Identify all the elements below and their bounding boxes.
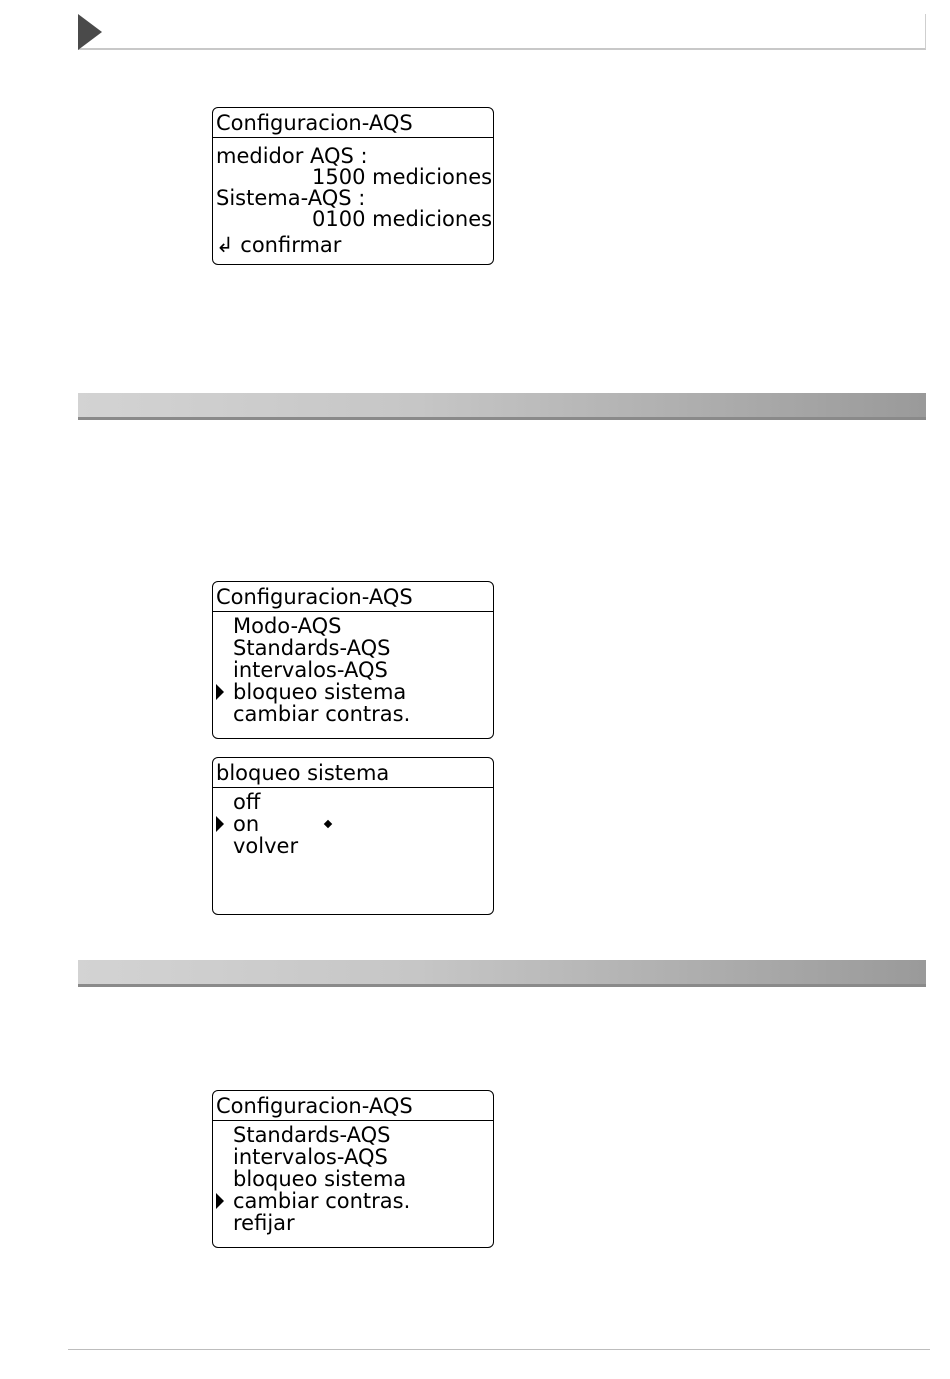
menu-item-intervalos-aqs[interactable]: intervalos-AQS [233,658,388,682]
option-volver[interactable]: volver [233,834,299,858]
lcd-title: bloqueo sistema [216,761,390,785]
lcd-screen-config-menu-2 [212,1090,494,1248]
lcd-title: Configuracion-AQS [216,585,413,609]
lcd-title: Configuracion-AQS [216,1094,413,1118]
menu-item-standards-aqs[interactable]: Standards-AQS [233,1123,391,1147]
confirm-option[interactable]: ↲ confirmar [216,233,342,257]
lcd-screen-config-menu [212,581,494,739]
lcd-screen-bloqueo-sistema [212,757,494,915]
option-on[interactable]: on [233,812,260,836]
sistema-aqs-value: 0100 mediciones [312,207,493,231]
menu-item-bloqueo-sistema[interactable]: bloqueo sistema [233,1167,407,1191]
menu-item-standards-aqs[interactable]: Standards-AQS [233,636,391,660]
footer-divider [68,1349,930,1350]
lcd-title-divider [213,137,493,138]
option-off[interactable]: off [233,790,261,814]
medidor-aqs-value: 1500 mediciones [312,165,493,189]
menu-item-intervalos-aqs[interactable]: intervalos-AQS [233,1145,388,1169]
header-triangle-icon [78,14,102,50]
active-marker-icon [324,820,332,828]
menu-item-refijar[interactable]: refijar [233,1211,295,1235]
menu-item-bloqueo-sistema[interactable]: bloqueo sistema [233,680,407,704]
menu-item-modo-aqs[interactable]: Modo-AQS [233,614,342,638]
sistema-aqs-label: Sistema-AQS : [216,186,366,210]
page-header-bar [78,14,926,50]
lcd-title-divider [213,787,493,788]
lcd-title-divider [213,611,493,612]
lcd-screen-aqs-counts [212,107,494,265]
section-header-bar [78,393,926,420]
selection-pointer-icon [216,1193,224,1209]
lcd-title-divider [213,1120,493,1121]
selection-pointer-icon [216,684,224,700]
menu-item-cambiar-contras[interactable]: cambiar contras. [233,702,411,726]
lcd-title: Configuracion-AQS [216,111,413,135]
selection-pointer-icon [216,816,224,832]
medidor-aqs-label: medidor AQS : [216,144,368,168]
menu-item-cambiar-contras[interactable]: cambiar contras. [233,1189,411,1213]
section-header-bar [78,960,926,987]
